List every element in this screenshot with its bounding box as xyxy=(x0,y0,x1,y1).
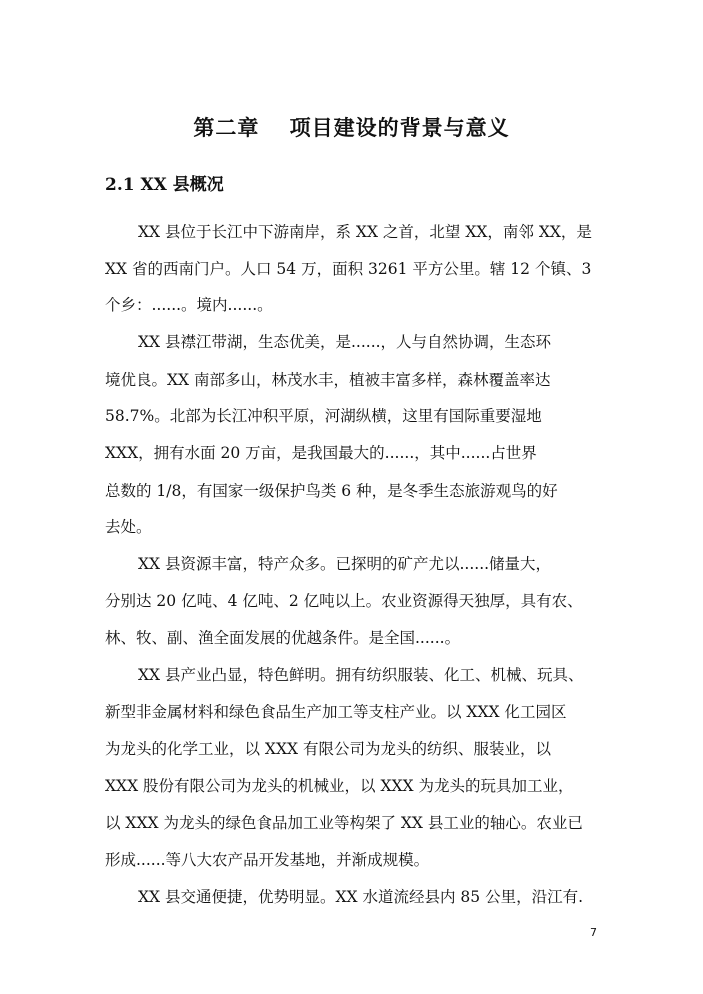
paragraph-1-line-1: XX 县位于长江中下游南岸，系 XX 之首，北望 XX，南邻 XX，是 xyxy=(138,223,592,241)
paragraph-2-line-4: XXX，拥有水面 20 万亩，是我国最大的......，其中......占世界 xyxy=(105,444,537,462)
paragraph-4-line-6: 形成......等八大农产品开发基地，并渐成规模。 xyxy=(105,851,430,869)
paragraph-2-line-1: XX 县襟江带湖，生态优美，是......，人与自然协调，生态环 xyxy=(138,333,552,351)
paragraph-4-line-1: XX 县产业凸显，特色鲜明。拥有纺织服装、化工、机械、玩具、 xyxy=(138,666,584,684)
paragraph-4-line-3: 为龙头的化学工业，以 XXX 有限公司为龙头的纺织、服装业，以 xyxy=(105,740,551,758)
paragraph-1-line-2: XX 省的西南门户。人口 54 万，面积 3261 平方公里。辖 12 个镇、3 xyxy=(105,260,592,278)
paragraph-2-line-2: 境优良。XX 南部多山，林茂水丰，植被丰富多样，森林覆盖率达 xyxy=(105,371,551,389)
paragraph-2-line-5: 总数的 1/8，有国家一级保护鸟类 6 种，是冬季生态旅游观鸟的好 xyxy=(105,482,558,500)
paragraph-1-line-3: 个乡：......。境内......。 xyxy=(105,296,273,314)
paragraph-5-line-1: XX 县交通便捷，优势明显。XX 水道流经县内 85 公里，沿江有. xyxy=(138,888,583,906)
paragraph-4-line-4: XXX 股份有限公司为龙头的机械业，以 XXX 为龙头的玩具加工业， xyxy=(105,777,574,795)
paragraph-3-line-2: 分别达 20 亿吨、4 亿吨、2 亿吨以上。农业资源得天独厚，具有农、 xyxy=(105,592,583,610)
paragraph-4-line-5: 以 XXX 为龙头的绿色食品加工业等构架了 XX 县工业的轴心。农业已 xyxy=(105,814,583,832)
paragraph-2-line-3: 58.7%。北部为长江冲积平原，河湖纵横，这里有国际重要湿地 xyxy=(105,407,542,425)
chapter-title: 第二章 项目建设的背景与意义 xyxy=(193,115,510,140)
paragraph-2-line-6: 去处。 xyxy=(105,518,152,536)
paragraph-3-line-3: 林、牧、副、渔全面发展的优越条件。是全国......。 xyxy=(105,629,461,647)
paragraph-3-line-1: XX 县资源丰富，特产众多。已探明的矿产尤以......储量大， xyxy=(138,555,552,573)
paragraph-4-line-2: 新型非金属材料和绿色食品生产加工等支柱产业。以 XXX 化工园区 xyxy=(105,703,567,721)
page-number: 7 xyxy=(590,926,597,939)
section-heading: 2.1 XX 县概况 xyxy=(105,175,224,195)
